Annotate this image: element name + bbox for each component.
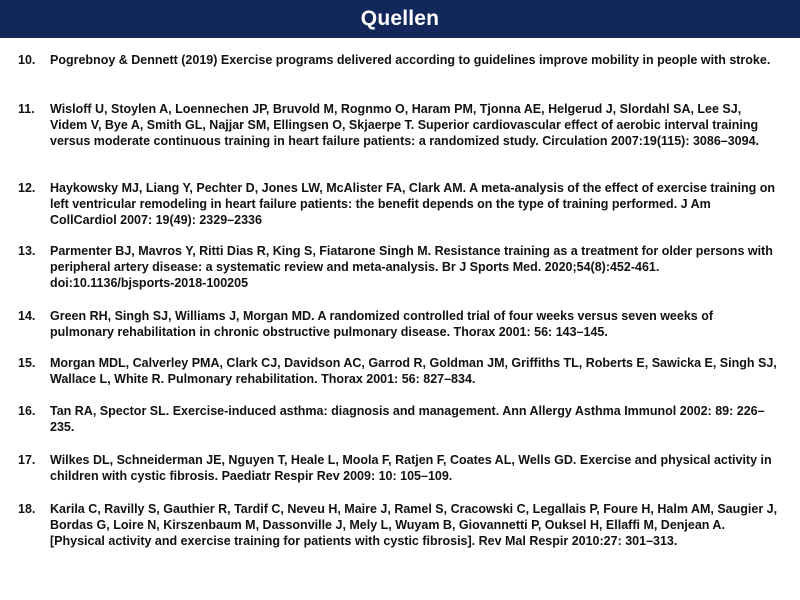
- reference-number: 11.: [18, 102, 35, 116]
- title-bar: [0, 0, 800, 38]
- reference-text: Morgan MDL, Calverley PMA, Clark CJ, Davidson AC, Garrod R, Goldman JM, Griffiths TL, Roberts E, Sawicka E, Singh SJ, Wallace L, White R. Pulmonary rehabilitation. Thorax 2001: 56: 827–834.: [50, 356, 777, 386]
- reference-number: 14.: [18, 309, 36, 323]
- reference-number: 17.: [18, 453, 36, 467]
- reference-text: Pogrebnoy & Dennett (2019) Exercise programs delivered according to guidelines improve mobility in people with stroke.: [50, 53, 771, 67]
- reference-text: Wisloff U, Stoylen A, Loennechen JP, Bruvold M, Rognmo O, Haram PM, Tjonna AE, Helgerud J, Slordahl SA, Lee SJ, Videm V, Bye A, Smith GL, Najjar SM, Ellingsen O, Skjaerpe T. Superior cardiovascular effect of aerobic interval training versus moderate continuous training in heart failure patients: a randomized study. Circulation 2007:19(115): 3086–3094.: [50, 102, 760, 148]
- reference-text: Haykowsky MJ, Liang Y, Pechter D, Jones LW, McAlister FA, Clark AM. A meta-analysis of the effect of exercise training on left ventricular remodeling in heart failure patients: the benefit depends on the type of training performed. J Am CollCardiol 2007: 19(49): 2329–2336: [50, 181, 775, 227]
- reference-number: 12.: [18, 181, 36, 195]
- reference-text: Wilkes DL, Schneiderman JE, Nguyen T, Heale L, Moola F, Ratjen F, Coates AL, Wells GD. Exercise and physical activity in children with cystic fibrosis. Paediatr Respir Rev 2009: 10: 105–109.: [50, 453, 772, 483]
- reference-number: 13.: [18, 244, 36, 258]
- page-title: Quellen: [360, 7, 440, 30]
- reference-number: 15.: [18, 356, 36, 370]
- reference-text: Tan RA, Spector SL. Exercise-induced asthma: diagnosis and management. Ann Allergy Asthma Immunol 2002: 89: 226–235.: [50, 404, 765, 434]
- reference-number: 16.: [18, 404, 36, 418]
- reference-text: Parmenter BJ, Mavros Y, Ritti Dias R, King S, Fiatarone Singh M. Resistance training as a treatment for older persons with peripheral artery disease: a systematic review and meta-analysis. Br J Sports Med. 2020;54(8):452-461. doi:10.1136/bjsports-2018-100205: [50, 244, 773, 290]
- reference-number: 10.: [18, 53, 36, 67]
- reference-text: Green RH, Singh SJ, Williams J, Morgan MD. A randomized controlled trial of four weeks versus seven weeks of pulmonary rehabilitation in chronic obstructive pulmonary disease. Thorax 2001: 56: 143–145.: [50, 309, 714, 339]
- reference-text: Karila C, Ravilly S, Gauthier R, Tardif C, Neveu H, Maire J, Ramel S, Cracowski C, Legallais P, Foure H, Halm AM, Saugier J, Bordas G, Loire N, Kirszenbaum M, Dassonville J, Mely L, Wuyam B, Giovannetti P, Ouksel H, Ellaffi M, Denjean A. [Physical activity and exercise training for patients with cystic fibrosis]. Rev Mal Respir 2010:27: 301–313.: [50, 502, 778, 548]
- reference-number: 18.: [18, 502, 36, 516]
